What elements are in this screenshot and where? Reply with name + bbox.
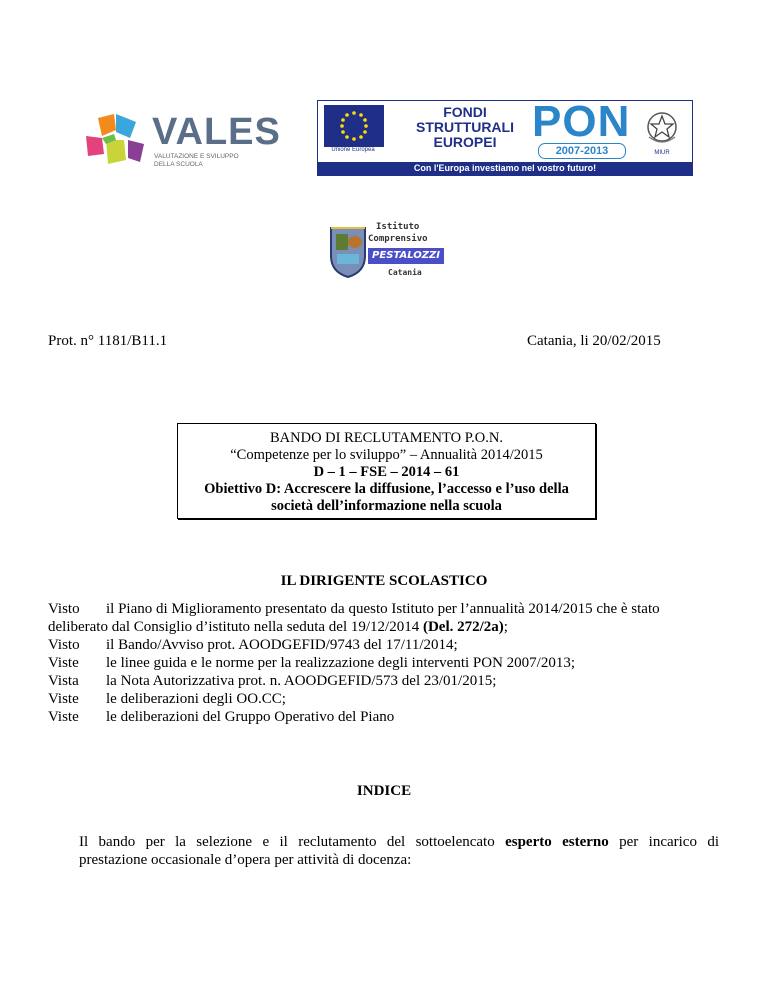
bando-line-3: D – 1 – FSE – 2014 – 61	[313, 464, 460, 480]
bando-line-5: società dell’informazione nella scuola	[271, 498, 502, 514]
vales-tagline-2: DELLA SCUOLA	[154, 161, 203, 168]
visto-item-keyword: Visto	[48, 637, 80, 653]
vales-puzzle-icon	[80, 110, 150, 172]
visto-piano-text: il Piano di Miglioramento presentato da questo Istituto per l’annualità 2014/2015 che è stato	[106, 601, 660, 617]
eu-label: Unione Europea	[331, 147, 375, 153]
pon-letters: PON	[532, 100, 631, 146]
vales-logo	[80, 110, 290, 172]
visto-piano-cont	[48, 618, 508, 636]
place-date: Catania, li 20/02/2015	[527, 333, 661, 349]
visto-item	[48, 636, 458, 654]
indice-text-b: per incarico di	[608, 834, 720, 850]
visto-item-text: le deliberazioni degli OO.CC;	[106, 691, 286, 707]
fondi-line-3: EUROPEI	[433, 134, 497, 150]
indice-paragraph	[79, 833, 719, 869]
school-line-1: Istituto	[376, 222, 420, 232]
dirigente-heading: IL DIRIGENTE SCOLASTICO	[280, 573, 488, 589]
fondi-line-1: FONDI	[443, 104, 487, 120]
visto-item-keyword: Viste	[48, 655, 79, 671]
pon-years: 2007-2013	[538, 143, 626, 159]
pon-mark	[528, 100, 632, 159]
indice-line-1	[79, 833, 719, 851]
school-line-3: PESTALOZZI	[368, 248, 444, 264]
visto-item-text: le deliberazioni del Gruppo Operativo del Piano	[106, 709, 395, 725]
protocol-number: Prot. n° 1181/B11.1	[48, 333, 168, 349]
eu-flag-icon	[324, 105, 384, 147]
vales-tagline	[154, 153, 239, 169]
visto-item	[48, 672, 496, 690]
fondi-line-2: STRUTTURALI	[416, 119, 514, 135]
fondi-strutturali-text	[402, 105, 528, 150]
vales-tagline-1: VALUTAZIONE E SVILUPPO	[154, 153, 239, 160]
visto-item-text: la Nota Autorizzativa prot. n. AOODGEFID/573 del 23/01/2015;	[106, 673, 497, 689]
school-logo	[328, 222, 450, 282]
visto-item-text: il Bando/Avviso prot. AOODGEFID/9743 del 17/11/2014;	[106, 637, 458, 653]
italian-emblem-icon	[644, 107, 680, 149]
visto-piano-cont-text: deliberato dal Consiglio d’istituto nella seduta del 19/12/2014	[48, 619, 423, 635]
school-line-4: Catania	[388, 268, 422, 277]
visto-piano-end: ;	[503, 619, 508, 635]
bando-line-1: BANDO DI RECLUTAMENTO P.O.N.	[270, 430, 503, 446]
delibera-ref: (Del. 272/2a)	[422, 619, 504, 635]
indice-heading: INDICE	[356, 783, 412, 799]
visto-item	[48, 654, 575, 672]
visto-item	[48, 690, 286, 708]
indice-text-a: Il bando per la selezione e il reclutamento del sottoelencato	[79, 834, 506, 850]
bando-line-4: Obiettivo D: Accrescere la diffusione, l’accesso e l’uso della	[204, 481, 569, 497]
banner-slogan: Con l'Europa investiamo nel vostro futuro!	[318, 162, 692, 175]
visto-keyword: Visto	[48, 601, 80, 617]
bando-title-box	[177, 423, 596, 519]
indice-line-2: prestazione occasionale d’opera per attività di docenza:	[79, 852, 412, 868]
visto-item-text: le linee guida e le norme per la realizzazione degli interventi PON 2007/2013;	[106, 655, 575, 671]
visto-piano	[48, 600, 660, 618]
visto-item-keyword: Viste	[48, 709, 79, 725]
miur-label: MIUR	[654, 150, 670, 156]
bando-line-2: “Competenze per lo sviluppo” – Annualità 2014/2015	[230, 447, 543, 463]
visto-item-keyword: Vista	[48, 673, 79, 689]
vales-wordmark: VALES	[152, 111, 281, 153]
esperto-esterno: esperto esterno	[505, 834, 609, 850]
visto-item-keyword: Viste	[48, 691, 79, 707]
pon-banner	[317, 100, 693, 176]
school-line-2: Comprensivo	[368, 234, 428, 244]
visto-item	[48, 708, 394, 726]
school-shield-icon	[328, 224, 368, 278]
